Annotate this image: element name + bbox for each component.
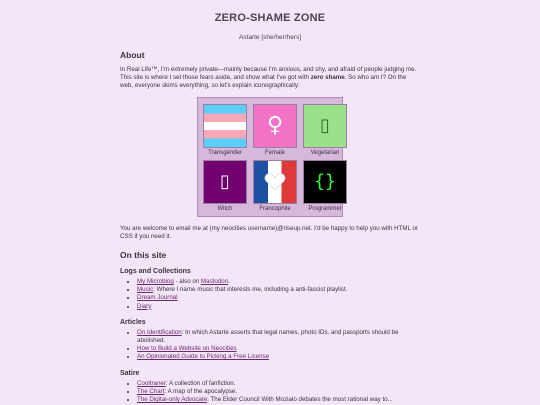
icon-cell-female	[253, 104, 297, 158]
mastodon-link[interactable]: Mastodon	[200, 278, 229, 286]
contact-text: You are welcome to email me at (my neocities username)@riseup.net. I'd be happy to help you with HTML or CSS if you need it.	[120, 224, 418, 240]
list-item	[137, 286, 420, 294]
heart-shape	[264, 172, 286, 192]
list-item	[137, 353, 420, 361]
microblog-link[interactable]: My Microblog	[137, 278, 174, 286]
list-item	[137, 329, 420, 345]
icon-label: Programmer	[308, 205, 342, 212]
list-item-text: : A map of the apocalypse.	[164, 387, 238, 395]
icon-cell-witch	[203, 160, 247, 214]
witch-icon: ▯	[203, 160, 247, 204]
diary-link[interactable]: Diary	[137, 302, 152, 310]
icon-cell-programmer	[303, 160, 347, 214]
logs-list	[120, 278, 420, 311]
list-item	[137, 380, 420, 388]
author-pronouns: Astarte [she/her/hers]	[238, 34, 302, 41]
list-item-text: : In which Astarte asserts that legal names, photo IDs, and passports should be abolished.	[137, 328, 399, 345]
identity-icon-grid	[197, 97, 343, 217]
female-symbol-icon: ♀	[253, 104, 297, 148]
about-heading: About	[120, 50, 145, 60]
satire-heading: Satire	[120, 369, 140, 377]
list-item-text: - also on	[173, 278, 201, 286]
about-intro-text: In Real Life™, I'm extremely private—mainly because I'm anxious, and shy, and afraid of people judging me. This site is where I set those fears aside, and show what I've got with	[120, 66, 417, 82]
icon-cell-francophile	[253, 160, 297, 214]
list-item-text: : A collection of fanfiction.	[165, 379, 236, 387]
neocities-guide-link[interactable]: How to Build a Website on Neocities	[137, 345, 237, 353]
code-braces-icon: {}	[303, 160, 347, 204]
digital-advocate-link[interactable]: The Digital-only Advocate	[137, 396, 208, 404]
icon-cell-vegetarian	[303, 104, 347, 158]
french-flag-heart-icon	[253, 160, 297, 204]
list-item-text: : The Elder Council With Mozialo debates the most rational way to...	[207, 396, 393, 404]
list-item	[137, 396, 420, 404]
music-link[interactable]: Music	[137, 286, 154, 294]
icon-label: Vegetarian	[310, 149, 340, 156]
icon-label: Transgender	[208, 149, 242, 156]
zero-shame-bold: zero shame	[310, 74, 345, 82]
on-identification-link[interactable]: On Identification	[137, 328, 182, 336]
icon-label: Witch	[217, 205, 233, 212]
cooltraner-link[interactable]: Cooltraner	[137, 379, 166, 387]
articles-list	[120, 329, 420, 362]
list-item-text: .	[228, 278, 230, 286]
satire-list	[120, 380, 420, 405]
vegetarian-icon: ▯	[303, 104, 347, 148]
list-item	[137, 294, 420, 302]
logs-heading: Logs and Collections	[120, 268, 191, 276]
list-item	[137, 388, 420, 396]
icon-label: Francophile	[259, 205, 291, 212]
about-intro-text-end: . So who am I? On the web, everyone skims everything, so let's explain iconographically:	[120, 74, 407, 90]
about-intro	[120, 66, 420, 91]
list-item	[137, 303, 420, 311]
on-this-site-heading: On this site	[120, 250, 167, 261]
free-license-guide-link[interactable]: An Opinionated Guide to Picking a Free License	[137, 353, 270, 361]
the-chart-link[interactable]: The Chart	[137, 387, 165, 395]
list-item-text: : Where I name music that interests me, including a anti-fascist playlist.	[153, 286, 348, 294]
transgender-flag-icon	[203, 104, 247, 148]
list-item	[137, 278, 420, 286]
articles-heading: Articles	[120, 318, 146, 326]
icon-cell-transgender	[203, 104, 247, 158]
site-title: ZERO-SHAME ZONE	[214, 12, 326, 24]
list-item	[137, 345, 420, 353]
dream-journal-link[interactable]: Dream Journal	[137, 294, 178, 302]
page	[120, 0, 420, 404]
icon-label: Female	[264, 149, 285, 156]
